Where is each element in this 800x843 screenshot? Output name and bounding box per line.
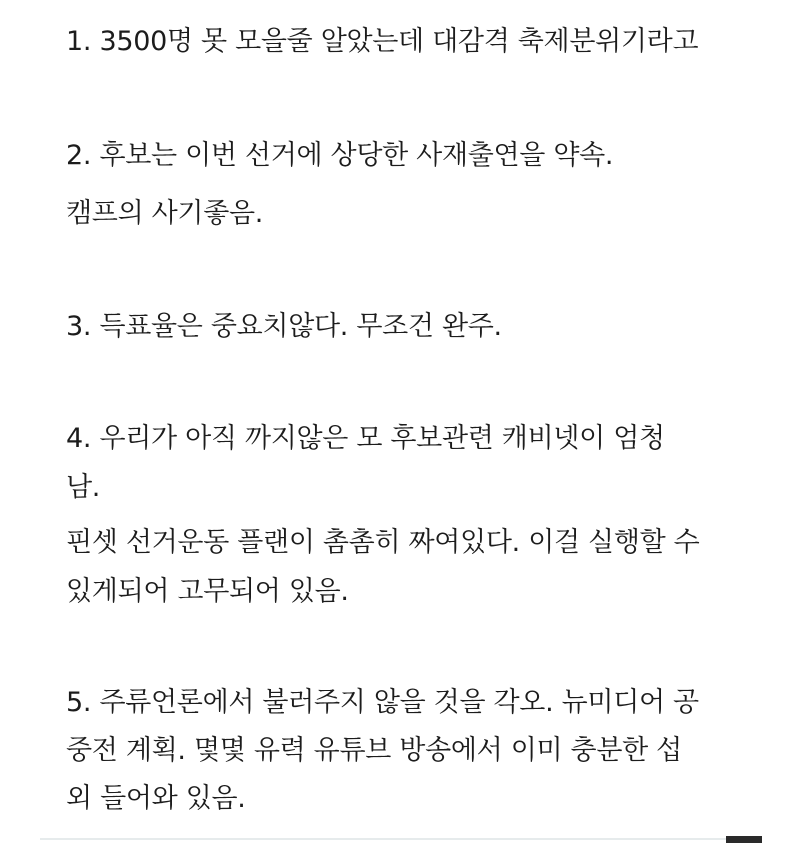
item-4-line-4: 있게되어 고무되어 있음.	[66, 576, 349, 607]
item-3-line-1: 3. 득표율은 중요치않다. 무조건 완주.	[66, 311, 502, 342]
item-2-line-1: 2. 후보는 이번 선거에 상당한 사재출연을 약속.	[66, 140, 614, 171]
item-4-line-2: 남.	[66, 472, 101, 503]
item-5-line-3: 외 들어와 있음.	[66, 783, 246, 814]
bottom-divider	[40, 838, 760, 840]
item-4-line-1: 4. 우리가 아직 까지않은 모 후보관련 캐비넷이 엄청	[66, 423, 665, 454]
scroll-indicator	[726, 836, 762, 843]
item-4-line-3: 핀셋 선거운동 플랜이 촘촘히 짜여있다. 이걸 실행할 수	[66, 527, 700, 558]
item-5-line-2: 중전 계획. 몇몇 유력 유튜브 방송에서 이미 충분한 섭	[66, 735, 682, 766]
item-1-line-1: 1. 3500명 못 모을줄 알았는데 대감격 축제분위기라고	[66, 26, 699, 57]
item-5-line-1: 5. 주류언론에서 불러주지 않을 것을 각오. 뉴미디어 공	[66, 687, 699, 718]
item-2-line-2: 캠프의 사기좋음.	[66, 198, 264, 229]
